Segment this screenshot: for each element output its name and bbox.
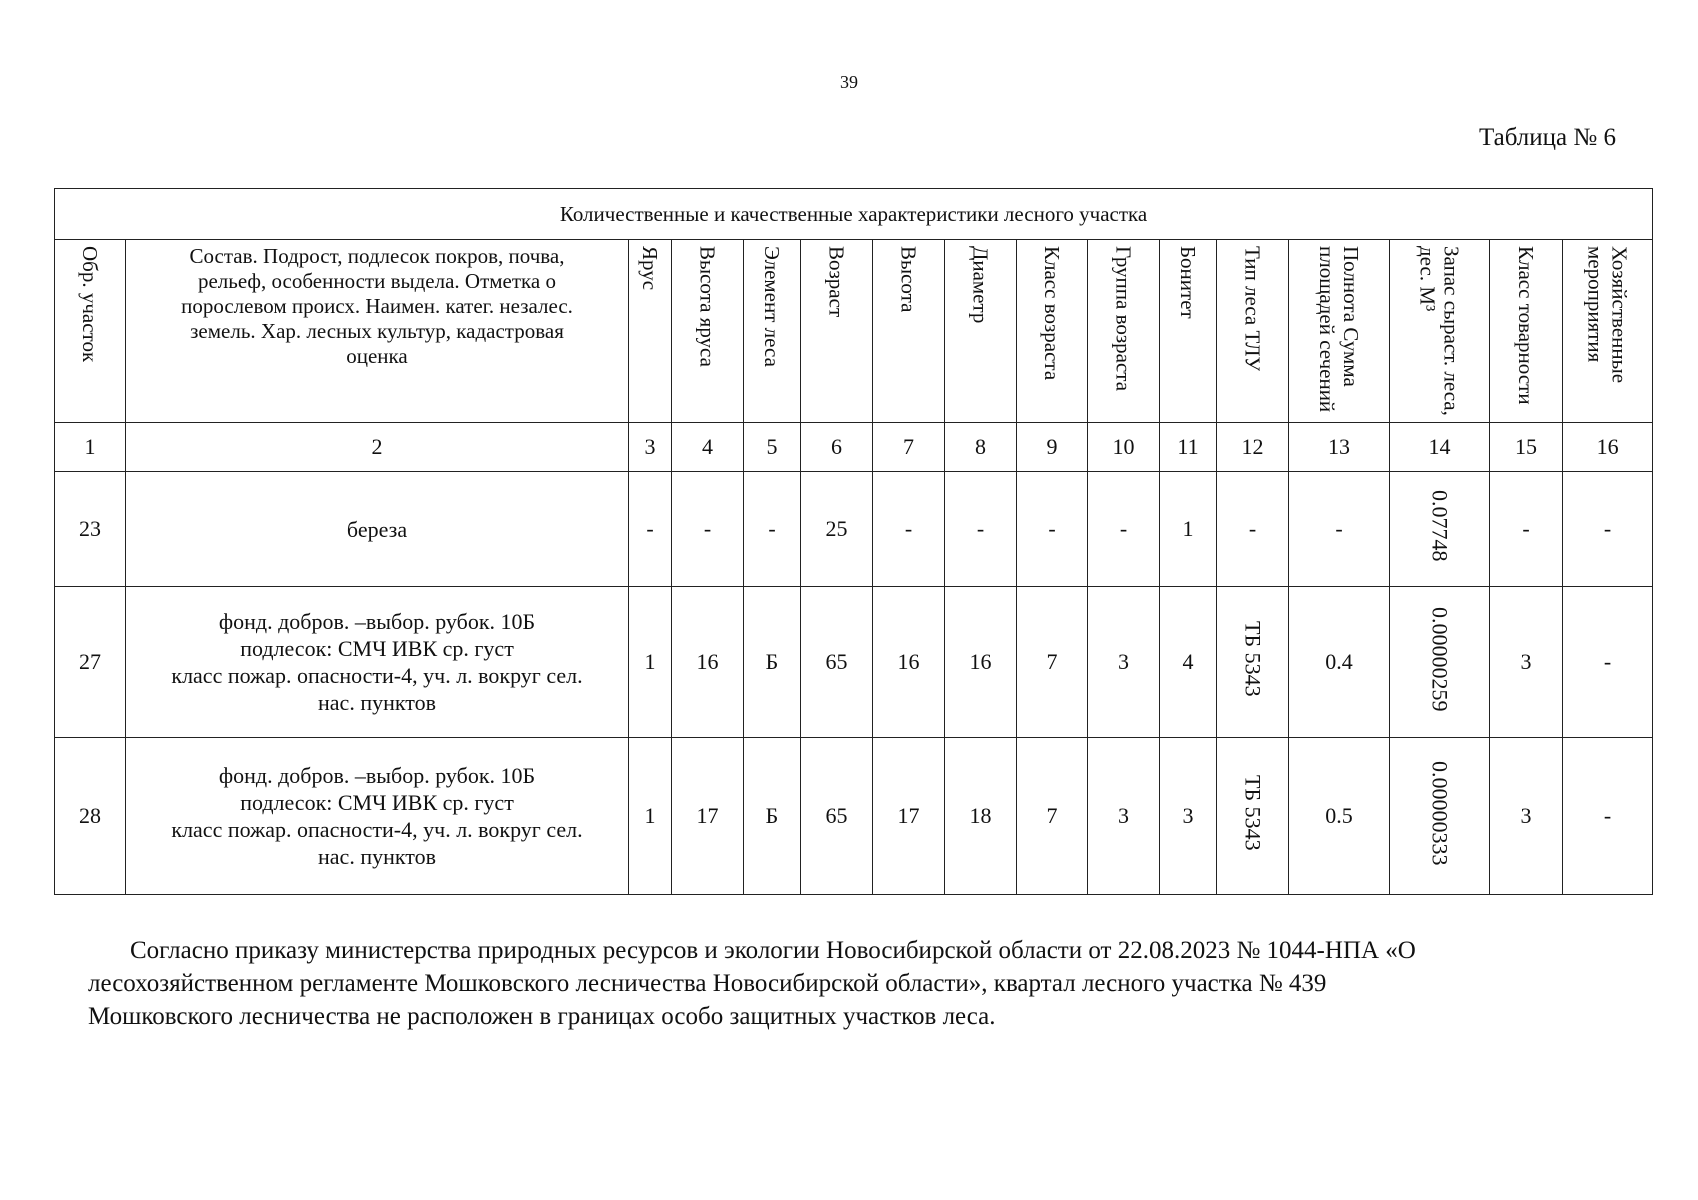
legal-paragraph [88,934,1648,1033]
cell-bonitet: 1 [1160,472,1217,587]
cell-diametr: 16 [945,587,1017,738]
header-cell [744,240,801,423]
header-cell [1088,240,1160,423]
cell-uchastok: 28 [55,738,126,895]
column-number: 8 [945,423,1017,472]
column-number: 5 [744,423,801,472]
header-cell [801,240,873,423]
cell-diametr: - [945,472,1017,587]
cell-meropr: - [1563,587,1653,738]
header-cell [873,240,945,423]
cell-bonitet: 4 [1160,587,1217,738]
cell-vozrast: 25 [801,472,873,587]
cell-vys-yarusa: - [672,472,744,587]
tip-lesa-value: ТБ 5343 [1240,621,1266,697]
header-zapas: Запас сыраст. леса, дес. М³ [1415,246,1464,416]
header-cell [1217,240,1289,423]
header-obr-uchastok: Обр. участок [78,246,102,363]
paragraph-line: лесохозяйственном регламенте Мошковского лесничества Новосибирской области», квартал лесного участка № 439 [88,970,1327,997]
cell-polnota: 0.5 [1289,738,1390,895]
cell-polnota: - [1289,472,1390,587]
desc-line: класс пожар. опасности-4, уч. л. вокруг сел. [171,817,583,842]
column-number: 1 [55,423,126,472]
header-sostav-line: Состав. Подрост, подлесок покров, почва, [189,244,565,268]
cell-tip-lesa [1217,738,1289,895]
zapas-value: 0.07748 [1427,490,1453,562]
header-cell [1563,240,1653,423]
cell-klass-tovar: 3 [1490,738,1563,895]
cell-meropr: - [1563,472,1653,587]
cell-tip-lesa [1217,587,1289,738]
cell-element: Б [744,738,801,895]
cell-desc [126,738,629,895]
desc-line: класс пожар. опасности-4, уч. л. вокруг сел. [171,663,583,688]
column-number: 6 [801,423,873,472]
column-number: 3 [629,423,672,472]
cell-desc [126,472,629,587]
paragraph-line: Согласно приказу министерства природных ресурсов и экологии Новосибирской области от 22.08.2023 № 1044-НПА «О [130,937,1416,964]
header-sostav-line: оценка [346,344,408,368]
table-label: Таблица № 6 [1478,124,1616,151]
cell-gruppa-vozr: 3 [1088,587,1160,738]
cell-uchastok: 23 [55,472,126,587]
zapas-value: 0.00000333 [1427,760,1453,866]
table-row [55,472,1653,587]
cell-vysota: 17 [873,738,945,895]
cell-yarus: 1 [629,738,672,895]
cell-bonitet: 3 [1160,738,1217,895]
cell-klass-vozr: 7 [1017,738,1088,895]
header-cell [55,240,126,423]
header-cell [1160,240,1217,423]
paragraph-line: Мошковского лесничества не расположен в границах особо защитных участков леса. [88,1003,996,1030]
cell-klass-vozr: 7 [1017,587,1088,738]
column-number: 9 [1017,423,1088,472]
column-number: 15 [1490,423,1563,472]
cell-diametr: 18 [945,738,1017,895]
header-vysota: Высота [896,246,921,313]
cell-gruppa-vozr: 3 [1088,738,1160,895]
header-vozrast: Возраст [824,246,849,318]
header-tip-lesa: Тип леса ТЛУ [1240,246,1265,372]
zapas-value: 0.00000259 [1427,606,1453,712]
desc-line: нас. пунктов [318,690,436,715]
cell-uchastok: 27 [55,587,126,738]
column-number: 10 [1088,423,1160,472]
column-number: 13 [1289,423,1390,472]
cell-klass-tovar: - [1490,472,1563,587]
cell-klass-tovar: 3 [1490,587,1563,738]
cell-meropr: - [1563,738,1653,895]
header-cell [1390,240,1490,423]
header-bonitet: Бонитет [1176,246,1200,319]
cell-yarus: - [629,472,672,587]
cell-yarus: 1 [629,587,672,738]
cell-polnota: 0.4 [1289,587,1390,738]
desc-line: береза [346,516,408,542]
header-cell [126,240,629,423]
header-vysota-yarusa: Высота яруса [695,246,720,367]
cell-vysota: - [873,472,945,587]
header-polnota: Полнота Сумма площадей сечений [1315,246,1363,413]
cell-zapas [1390,587,1490,738]
column-number: 12 [1217,423,1289,472]
desc-line: подлесок: СМЧ ИВК ср. густ [240,636,514,661]
cell-vysota: 16 [873,587,945,738]
desc-line: нас. пунктов [318,844,436,869]
column-number: 11 [1160,423,1217,472]
desc-line: фонд. добров. –выбор. рубок. 10Б [218,609,536,634]
forest-characteristics-table [54,188,1653,895]
cell-tip-lesa: - [1217,472,1289,587]
header-cell [1490,240,1563,423]
header-cell [945,240,1017,423]
header-cell [629,240,672,423]
table-row [55,738,1653,895]
header-diametr: Диаметр [968,246,993,324]
header-gruppa-vozrasta: Группа возраста [1111,246,1136,392]
cell-desc [126,587,629,738]
header-sostav-line: земель. Хар. лесных культур, кадастровая [190,319,564,343]
header-klass-vozrasta: Класс возраста [1040,246,1064,381]
header-sostav-line: порослевом происх. Наимен. катег. незалес. [181,294,573,318]
column-number: 14 [1390,423,1490,472]
cell-zapas [1390,738,1490,895]
column-number: 4 [672,423,744,472]
column-number: 2 [126,423,629,472]
header-yarus: Ярус [638,246,662,291]
cell-vozrast: 65 [801,738,873,895]
desc-line: фонд. добров. –выбор. рубок. 10Б [218,763,536,788]
header-klass-tovarnosti: Класс товарности [1514,246,1538,405]
tip-lesa-value: ТБ 5343 [1240,775,1266,851]
cell-gruppa-vozr: - [1088,472,1160,587]
column-number: 7 [873,423,945,472]
header-sostav-line: рельеф, особенности выдела. Отметка о [197,269,557,293]
header-element-lesa: Элемент леса [760,246,784,367]
header-cell [672,240,744,423]
cell-zapas [1390,472,1490,587]
cell-vys-yarusa: 16 [672,587,744,738]
table-caption: Количественные и качественные характеристики лесного участка [55,189,1653,240]
table-row [55,587,1653,738]
header-sostav [126,240,628,369]
cell-element: Б [744,587,801,738]
page-number: 39 [840,72,858,92]
cell-vys-yarusa: 17 [672,738,744,895]
header-cell [1289,240,1390,423]
desc-line: подлесок: СМЧ ИВК ср. густ [240,790,514,815]
cell-klass-vozr: - [1017,472,1088,587]
header-meropriyatiya: Хозяйственные мероприятия [1583,246,1632,384]
cell-element: - [744,472,801,587]
header-cell [1017,240,1088,423]
cell-vozrast: 65 [801,587,873,738]
column-number: 16 [1563,423,1653,472]
